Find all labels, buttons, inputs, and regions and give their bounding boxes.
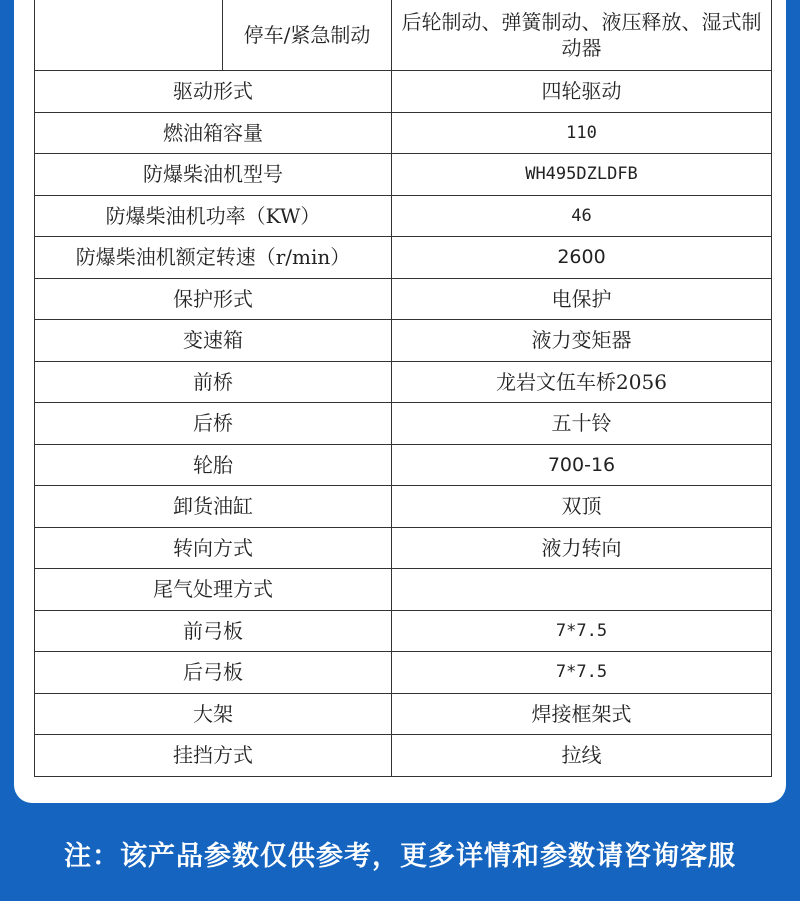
row-label: 防爆柴油机功率（KW） [35,195,392,237]
row-value [392,569,772,611]
row-value: 五十铃 [392,403,772,445]
row-label: 前弓板 [35,610,392,652]
spec-table [34,0,772,777]
table-row [35,735,772,777]
row-value: 700-16 [392,444,772,486]
row-label: 后弓板 [35,652,392,694]
row-value: 7*7.5 [392,610,772,652]
table-row [35,486,772,528]
table-row [35,403,772,445]
row-value: 龙岩文伍车桥2056 [392,361,772,403]
row-value: 46 [392,195,772,237]
table-row [35,693,772,735]
row-value: 拉线 [392,735,772,777]
row-label: 保护形式 [35,278,392,320]
table-row [35,71,772,113]
table-row [35,610,772,652]
table-row [35,278,772,320]
blank-cell [35,0,223,71]
row-label: 尾气处理方式 [35,569,392,611]
table-row [35,320,772,362]
table-row [35,569,772,611]
row-value: 液力变矩器 [392,320,772,362]
table-row [35,361,772,403]
row-value: 7*7.5 [392,652,772,694]
row-value: 2600 [392,237,772,279]
row-value: 四轮驱动 [392,71,772,113]
row-value: 电保护 [392,278,772,320]
row-label: 转向方式 [35,527,392,569]
table-row [35,112,772,154]
table-row [35,652,772,694]
row-label: 燃油箱容量 [35,112,392,154]
row-value: 双顶 [392,486,772,528]
table-row [35,237,772,279]
row-value: 液力转向 [392,527,772,569]
row-value: WH495DZLDFB [392,154,772,196]
brake-label: 停车/紧急制动 [223,0,392,71]
disclaimer-note: 注：该产品参数仅供参考，更多详情和参数请咨询客服 [64,841,736,872]
row-label: 驱动形式 [35,71,392,113]
table-row [35,444,772,486]
row-label: 轮胎 [35,444,392,486]
row-label: 前桥 [35,361,392,403]
row-label: 大架 [35,693,392,735]
table-row [35,527,772,569]
table-row [35,195,772,237]
brake-value: 后轮制动、弹簧制动、液压释放、湿式制 动器 [392,0,772,71]
row-value: 焊接框架式 [392,693,772,735]
table-row [35,154,772,196]
row-label: 后桥 [35,403,392,445]
row-value: 110 [392,112,772,154]
row-label: 防爆柴油机额定转速（r/min） [35,237,392,279]
row-label: 变速箱 [35,320,392,362]
row-label: 卸货油缸 [35,486,392,528]
row-label: 挂挡方式 [35,735,392,777]
row-label: 防爆柴油机型号 [35,154,392,196]
table-row [35,0,772,71]
